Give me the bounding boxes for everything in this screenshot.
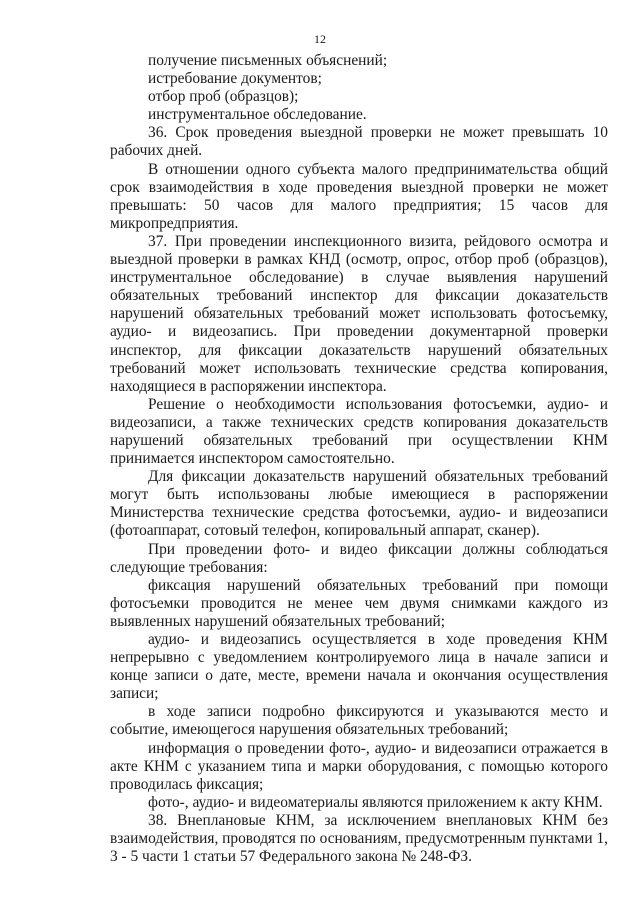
paragraph-requirement-details: в ходе записи подробно фиксируются и указываются место и событие, имеющегося нарушения обязательных требований; (110, 703, 608, 739)
page-number: 12 (314, 32, 326, 46)
paragraph-requirement-attachments: фото-, аудио- и видеоматериалы являются приложением к акту КНМ. (148, 793, 603, 811)
paragraph-recording-devices: Для фиксации доказательств нарушений обязательных требований могут быть использованы любые имеющиеся в распоряжении Министерства технические средства фотосъемки, аудио- и видеозаписи (фотоаппарат, сотовый телефон, копировальный аппарат, сканер). (110, 468, 608, 540)
list-item-1: получение письменных объяснений; (148, 52, 388, 69)
list-item-2: истребование документов; (148, 70, 322, 88)
list-item-3: отбор проб (образцов); (148, 88, 299, 106)
paragraph-requirement-act: информация о проведении фото-, аудио- и видеозаписи отражается в акте КНМ с указанием типа и марки оборудования, с помощью которого проводилась фиксация; (110, 739, 608, 793)
paragraph-requirements-intro: При проведении фото- и видео фиксации должны соблюдаться следующие требования: (110, 540, 608, 576)
paragraph-37-recording: 37. При проведении инспекционного визита, рейдового осмотра и выездной проверки в рамках КНД (осмотр, опрос, отбор проб (образцов), инструментальное обследование) в случае выявления нарушений обязательных требований инспектор для фиксации доказательств нарушений обязательных требований может использовать фотосъемку, аудио- и видеозапись. При проведении документарной проверки инспектор, для фиксации доказательств нарушений обязательных требований может использовать технические средства копирования, находящиеся в распоряжении инспектора. (110, 232, 608, 395)
paragraph-small-business-limit: В отношении одного субъекта малого предпринимательства общий срок взаимодействия в ходе проведения выездной проверки не может превышать: 50 часов для малого предприятия; 15 часов для микропредприятия. (110, 160, 608, 232)
list-item-4: инструментальное обследование. (148, 106, 367, 124)
document-body (110, 52, 608, 866)
paragraph-requirement-audio-video: аудио- и видеозапись осуществляется в ходе проведения КНМ непрерывно с уведомлением контролируемого лица в начале записи и конце записи о дате, месте, времени начала и окончания осуществления записи; (110, 631, 608, 703)
paragraph-requirement-photo: фиксация нарушений обязательных требований при помощи фотосъемки проводится не менее чем двумя снимками каждого из выявленных нарушений обязательных требований; (110, 576, 608, 630)
paragraph-36-term: 36. Срок проведения выездной проверки не может превышать 10 рабочих дней. (110, 124, 608, 160)
paragraph-recording-decision: Решение о необходимости использования фотосъемки, аудио- и видеозаписи, а также технических средств копирования доказательств нарушений обязательных требований при осуществлении КНМ принимается инспектором самостоятельно. (110, 395, 608, 468)
paragraph-38-unscheduled: 38. Внеплановые КНМ, за исключением внеплановых КНМ без взаимодействия, проводятся по основаниям, предусмотренным пунктами 1, 3 - 5 части 1 статьи 57 Федерального закона № 248-ФЗ. (110, 811, 608, 866)
